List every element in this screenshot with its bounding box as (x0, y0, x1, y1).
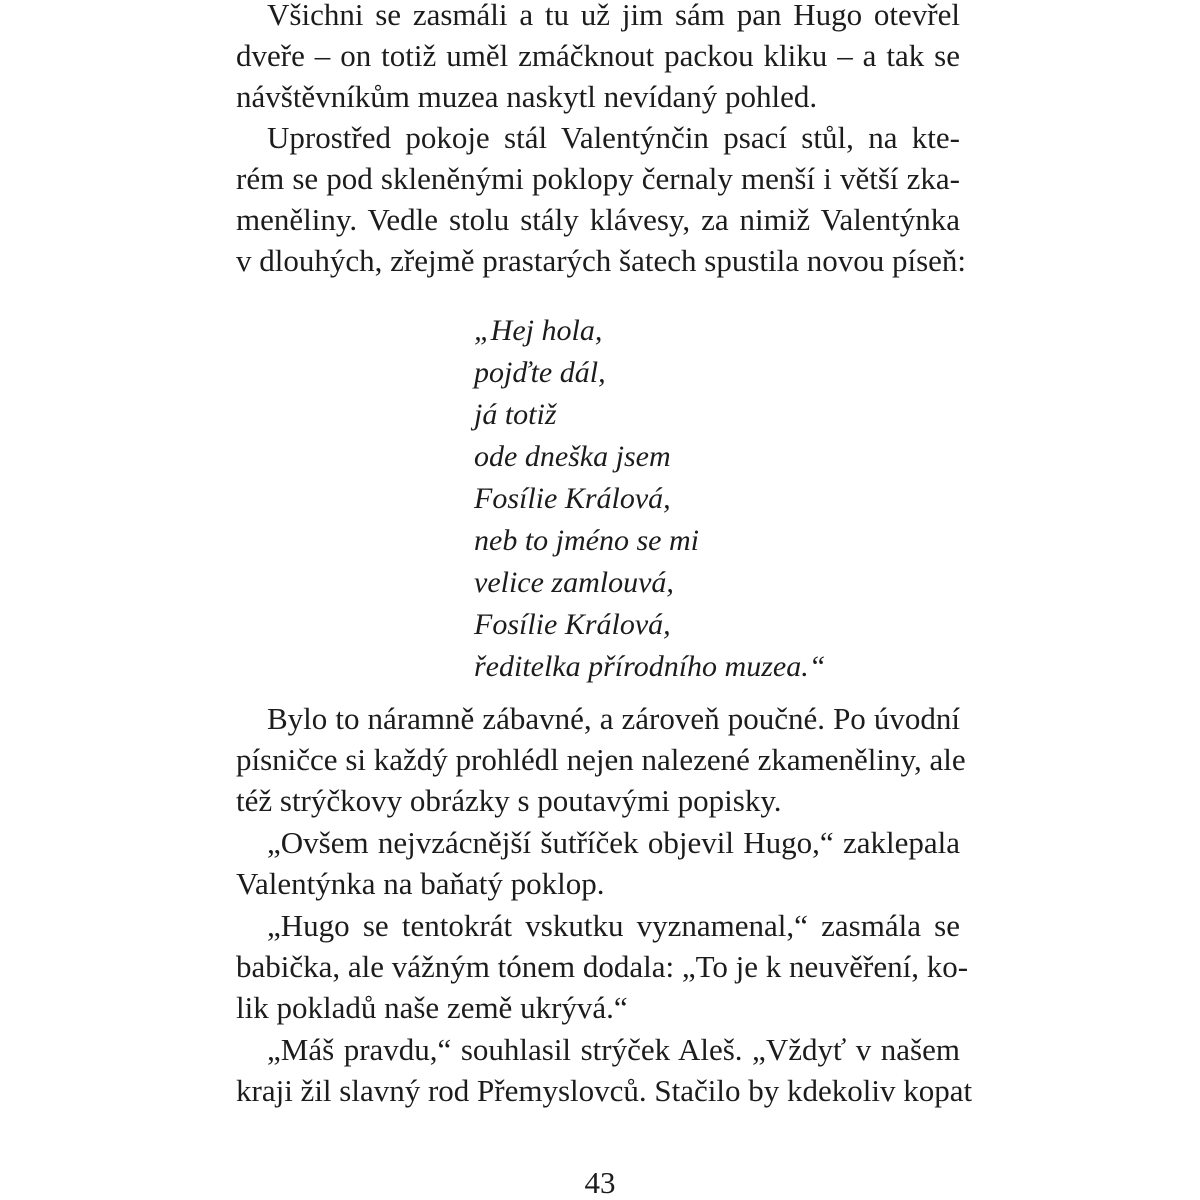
paragraph-6-line-2: kraji žil slavný rod Přemyslovců. Stačilo by kdekoliv kopat (236, 1073, 973, 1108)
paragraph-5-line-3: lik pokladů naše země ukrývá.“ (236, 990, 628, 1025)
song-line-7: velice zamlouvá, (474, 566, 674, 599)
song-line-6: neb to jméno se mi (474, 524, 699, 557)
paragraph-4-line-2: Valentýnka na baňatý poklop. (236, 866, 605, 901)
paragraph-5-line-1: „Hugo se tentokrát vskutku vyznamenal,“ zasmála se (267, 908, 960, 943)
song-line-4: ode dneška jsem (474, 440, 671, 473)
paragraph-2-line-4: v dlouhých, zřejmě prastarých šatech spustila novou píseň: (236, 243, 967, 278)
paragraph-1-line-1: Všichni se zasmáli a tu už jim sám pan Hugo otevřel (267, 0, 960, 32)
song-line-9: ředitelka přírodního muzea.“ (474, 650, 826, 683)
paragraph-5-line-2: babička, ale vážným tónem dodala: „To je k neuvěření, ko- (236, 949, 969, 984)
song-line-3: já totiž (474, 398, 557, 431)
page-number: 43 (584, 1165, 616, 1200)
paragraph-3-line-2: písničce si každý prohlédl nejen nalezené zkameněliny, ale (236, 742, 966, 777)
paragraph-3-line-1: Bylo to náramně zábavné, a zároveň poučné. Po úvodní (267, 701, 960, 736)
paragraph-4-line-1: „Ovšem nejvzácnější šutříček objevil Hugo,“ zaklepala (267, 825, 960, 860)
song-line-8: Fosílie Králová, (474, 608, 671, 641)
song-line-1: „Hej hola, (474, 314, 603, 347)
paragraph-1-line-2: dveře – on totiž uměl zmáčknout packou kliku – a tak se (236, 38, 960, 73)
paragraph-2-line-2: rém se pod skleněnými poklopy černaly menší i větší zka- (236, 161, 960, 196)
paragraph-2-line-3: meněliny. Vedle stolu stály klávesy, za nimiž Valentýnka (236, 202, 960, 237)
paragraph-3-line-3: též strýčkovy obrázky s poutavými popisky. (236, 783, 782, 818)
song-line-5: Fosílie Králová, (474, 482, 671, 515)
paragraph-1-line-3: návštěvníkům muzea naskytl nevídaný pohled. (236, 79, 818, 114)
paragraph-6-line-1: „Máš pravdu,“ souhlasil strýček Aleš. „Vždyť v našem (267, 1032, 960, 1067)
paragraph-2-line-1: Uprostřed pokoje stál Valentýnčin psací stůl, na kte- (267, 120, 960, 155)
song-line-2: pojďte dál, (474, 356, 606, 389)
